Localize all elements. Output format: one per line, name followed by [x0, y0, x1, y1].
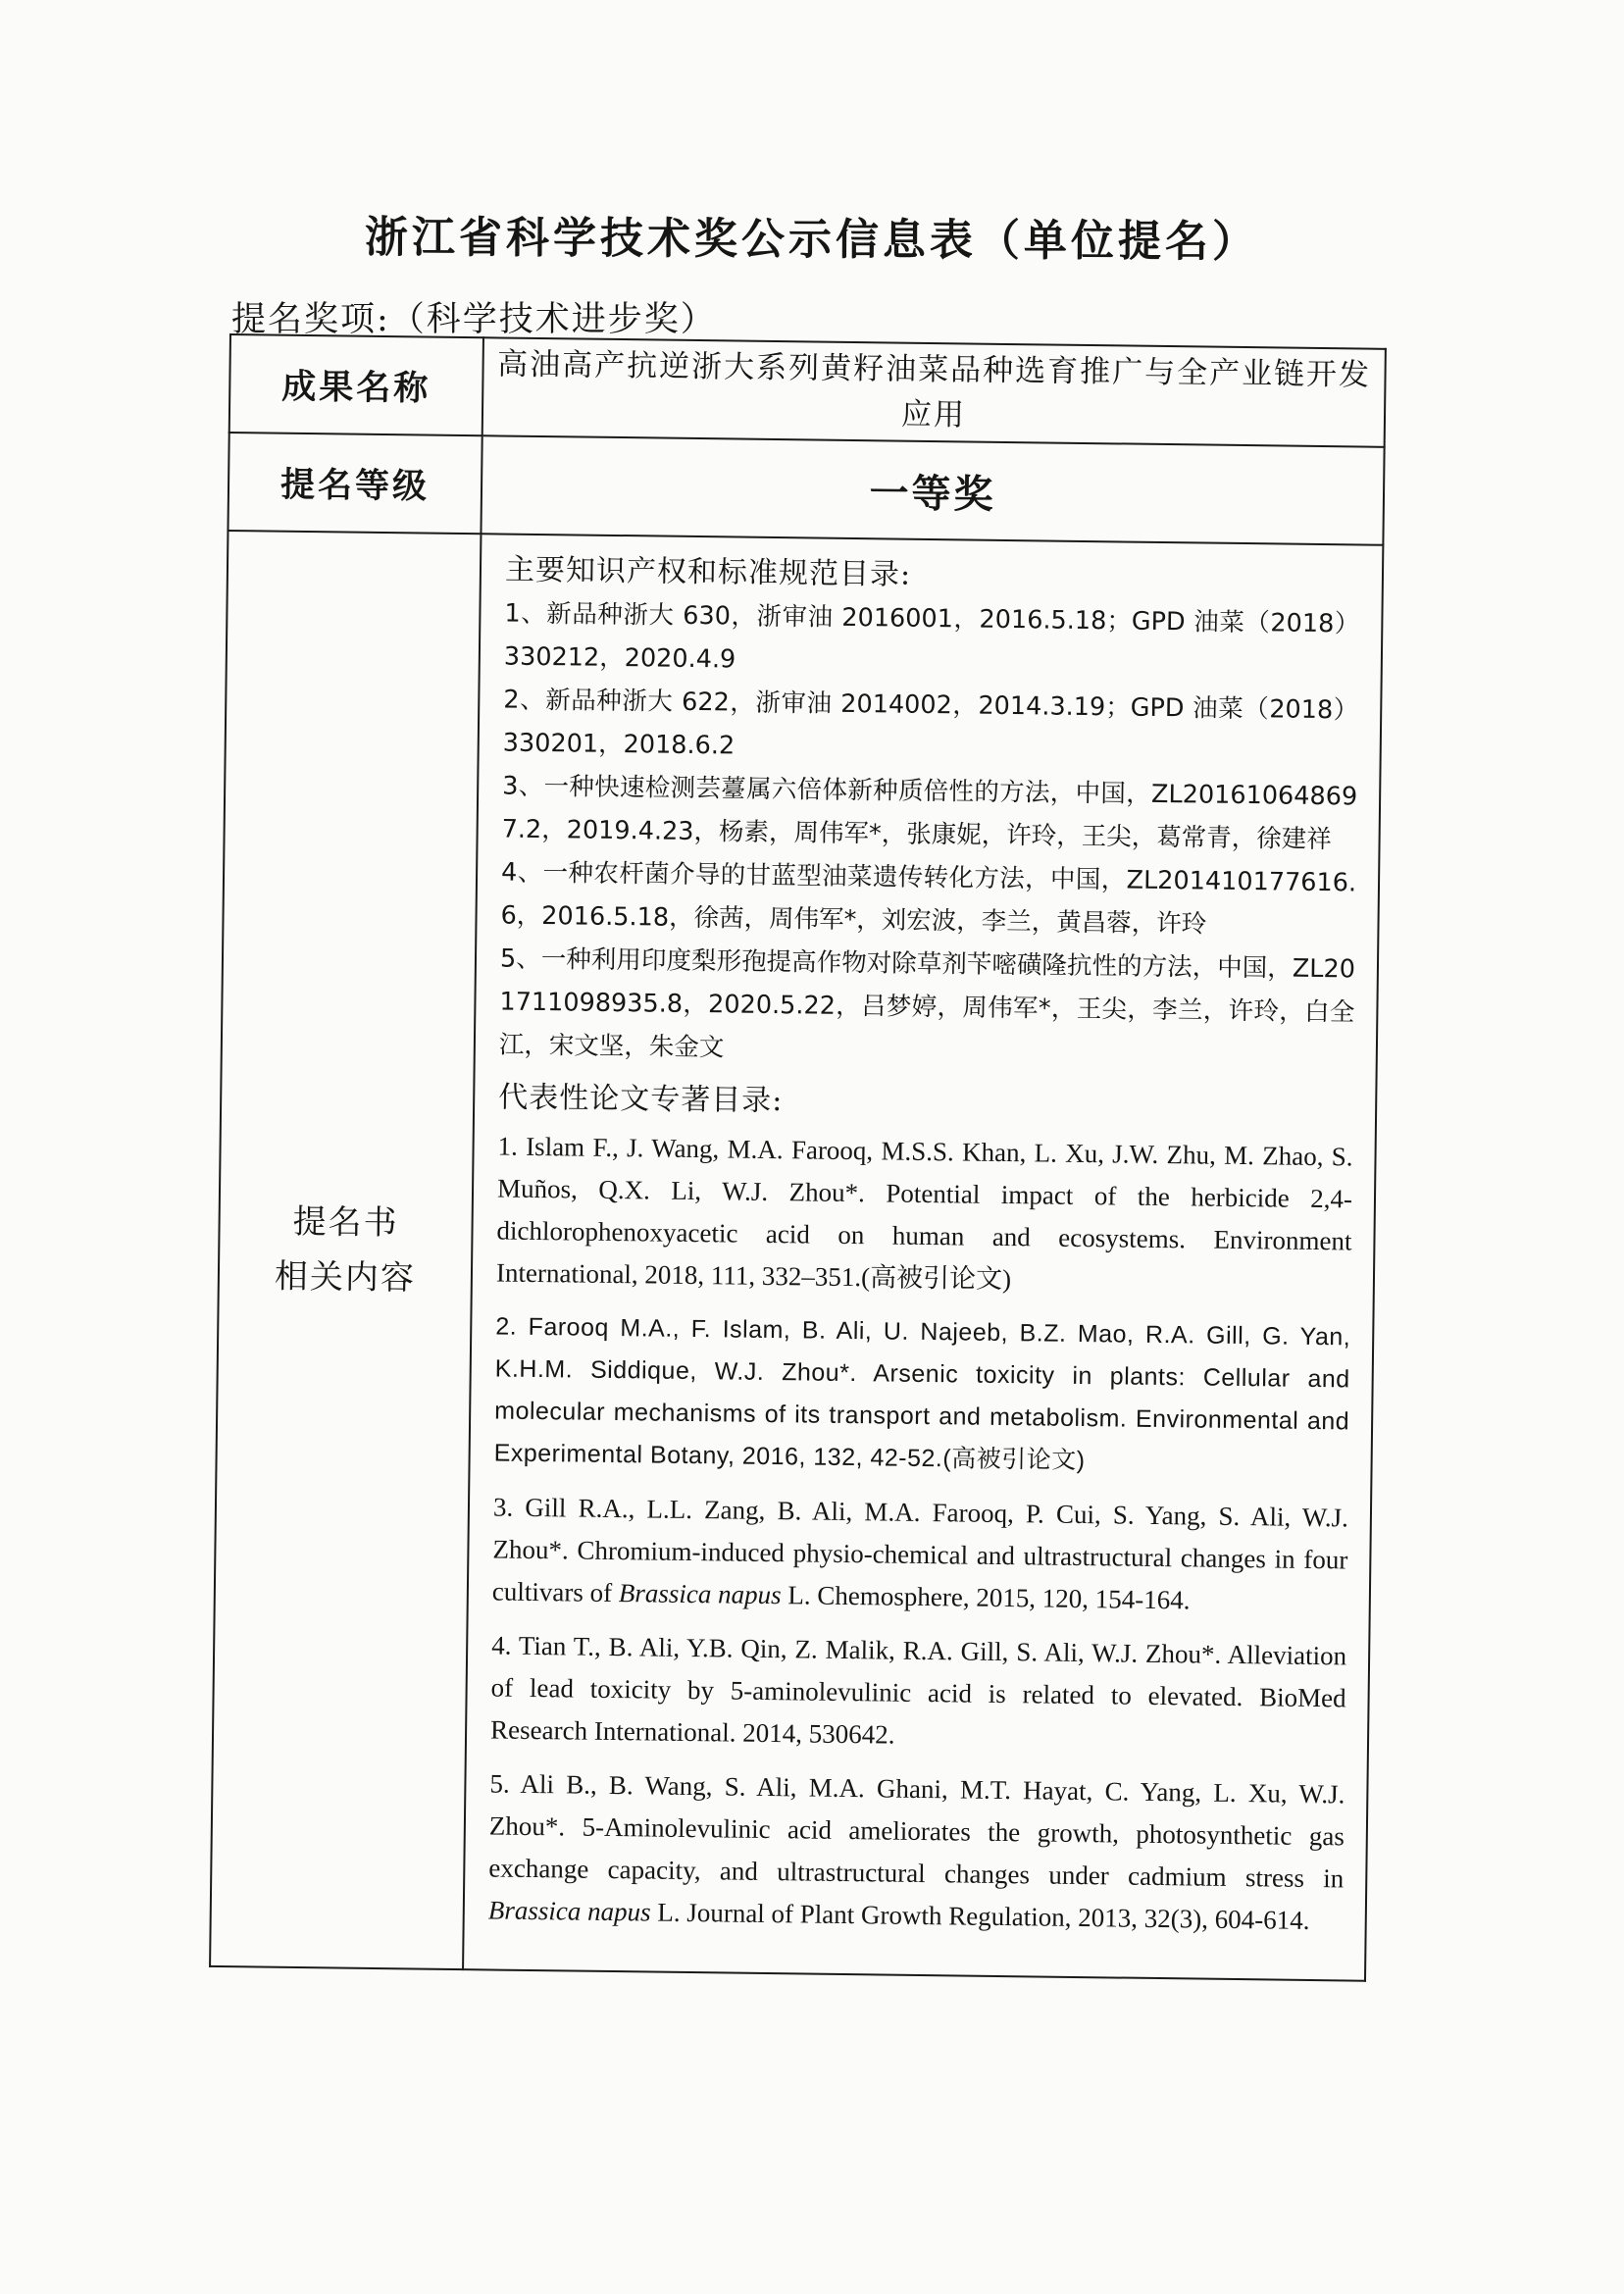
publications-heading: 代表性论文专著目录: [498, 1080, 784, 1119]
ip-list [499, 592, 1360, 1078]
publication-text-tail: L. Journal of Plant Growth Regulation, 2013, 32(3), 604-614. [650, 1897, 1310, 1935]
document-title: 浙江省科学技术奖公示信息表（单位提名） [364, 212, 1260, 268]
publication-item [493, 1305, 1350, 1485]
content-label-line2: 相关内容 [274, 1256, 417, 1299]
publication-species: Brassica napus [487, 1895, 651, 1927]
achievement-row [229, 334, 1386, 447]
content-label-line1: 提名书 [292, 1201, 399, 1244]
publication-item [492, 1486, 1349, 1623]
content-body [463, 534, 1383, 1980]
publication-text: 4. Tian T., B. Ali, Y.B. Qin, Z. Malik, R.A. Gill, S. Ali, W.J. Zhou*. Alleviation of lead toxicity by 5-aminolevulinic acid is related to elevated. BioMed Research International. 2014, 530642. [489, 1630, 1347, 1750]
ip-item: 1、新品种浙大 630，浙审油 2016001，2016.5.18；GPD 油菜（2018）330212，2020.4.9 [503, 598, 1360, 675]
grade-label: 提名等级 [228, 433, 482, 534]
ip-item: 3、一种快速检测芸薹属六倍体新种质倍性的方法，中国，ZL201610648697.2，2019.4.23，杨素，周伟军*，张康妮，许玲，王尖，葛常青，徐建祥 [501, 771, 1358, 855]
ip-item: 4、一种农杆菌介导的甘蓝型油菜遗传转化方法，中国，ZL201410177616.6，2016.5.18，徐茜，周伟军*，刘宏波，李兰，黄昌蓉，许玲 [500, 857, 1357, 940]
publication-item [496, 1126, 1353, 1305]
grade-value: 一等奖 [481, 435, 1384, 545]
content-label [210, 531, 481, 1969]
ip-item: 2、新品种浙大 622，浙审油 2014002，2014.3.19；GPD 油菜（2018）330201，2018.6.2 [502, 685, 1359, 761]
info-table [209, 333, 1387, 1982]
publication-list [488, 1126, 1353, 1943]
publication-species: Brassica napus [618, 1578, 782, 1610]
ip-heading: 主要知识产权和标准规范目录: [504, 552, 912, 592]
publication-text: 5. Ali B., B. Wang, S. Ali, M.A. Ghani, M.T. Hayat, C. Yang, L. Xu, W.J. Zhou*. 5-Aminolevulinic acid ameliorates the growth, photosynthetic gas exchange capacity, and ultrastructural changes under cadmium stress in [488, 1768, 1345, 1894]
publication-item [488, 1762, 1345, 1942]
content-row [210, 531, 1383, 1981]
publication-text: 2. Farooq M.A., F. Islam, B. Ali, U. Najeeb, B.Z. Mao, R.A. Gill, G. Yan, K.H.M. Siddique, W.J. Zhou*. Arsenic toxicity in plants: Cellular and molecular mechanisms of its transport and metabolism. Environmental and Experimental Botany, 2016, 132, 42-52.(高被引论文) [493, 1312, 1351, 1475]
publication-text: 1. Islam F., J. Wang, M.A. Farooq, M.S.S. Khan, L. Xu, J.W. Zhu, M. Zhao, S. Muños, Q.X. Li, W.J. Zhou*. Potential impact of the herbicide 2,4-dichlorophenoxyacetic acid on human and ecosystems. Environment International, 2018, 111, 332–351.(高被引论文) [495, 1131, 1353, 1295]
publication-text: 3. Gill R.A., L.L. Zang, B. Ali, M.A. Farooq, P. Cui, S. Yang, S. Ali, W.J. Zhou*. Chromium-induced physio-chemical and ultrastructural changes in four cultivars of [491, 1492, 1349, 1608]
publication-text-tail: L. Chemosphere, 2015, 120, 154-164. [781, 1580, 1191, 1615]
ip-item: 5、一种利用印度梨形孢提高作物对除草剂苄嘧磺隆抗性的方法，中国，ZL201711098935.8，2020.5.22，吕梦婷，周伟军*，王尖，李兰，许玲，白全江，宋文坚，朱金文 [498, 943, 1356, 1063]
publication-item [490, 1624, 1347, 1761]
achievement-value: 高油高产抗逆浙大系列黄籽油菜品种选育推广与全产业链开发应用 [482, 337, 1386, 447]
nomination-award-line: 提名奖项:（科学技术进步奖） [231, 300, 717, 339]
achievement-label: 成果名称 [229, 334, 483, 435]
grade-row [228, 433, 1384, 545]
